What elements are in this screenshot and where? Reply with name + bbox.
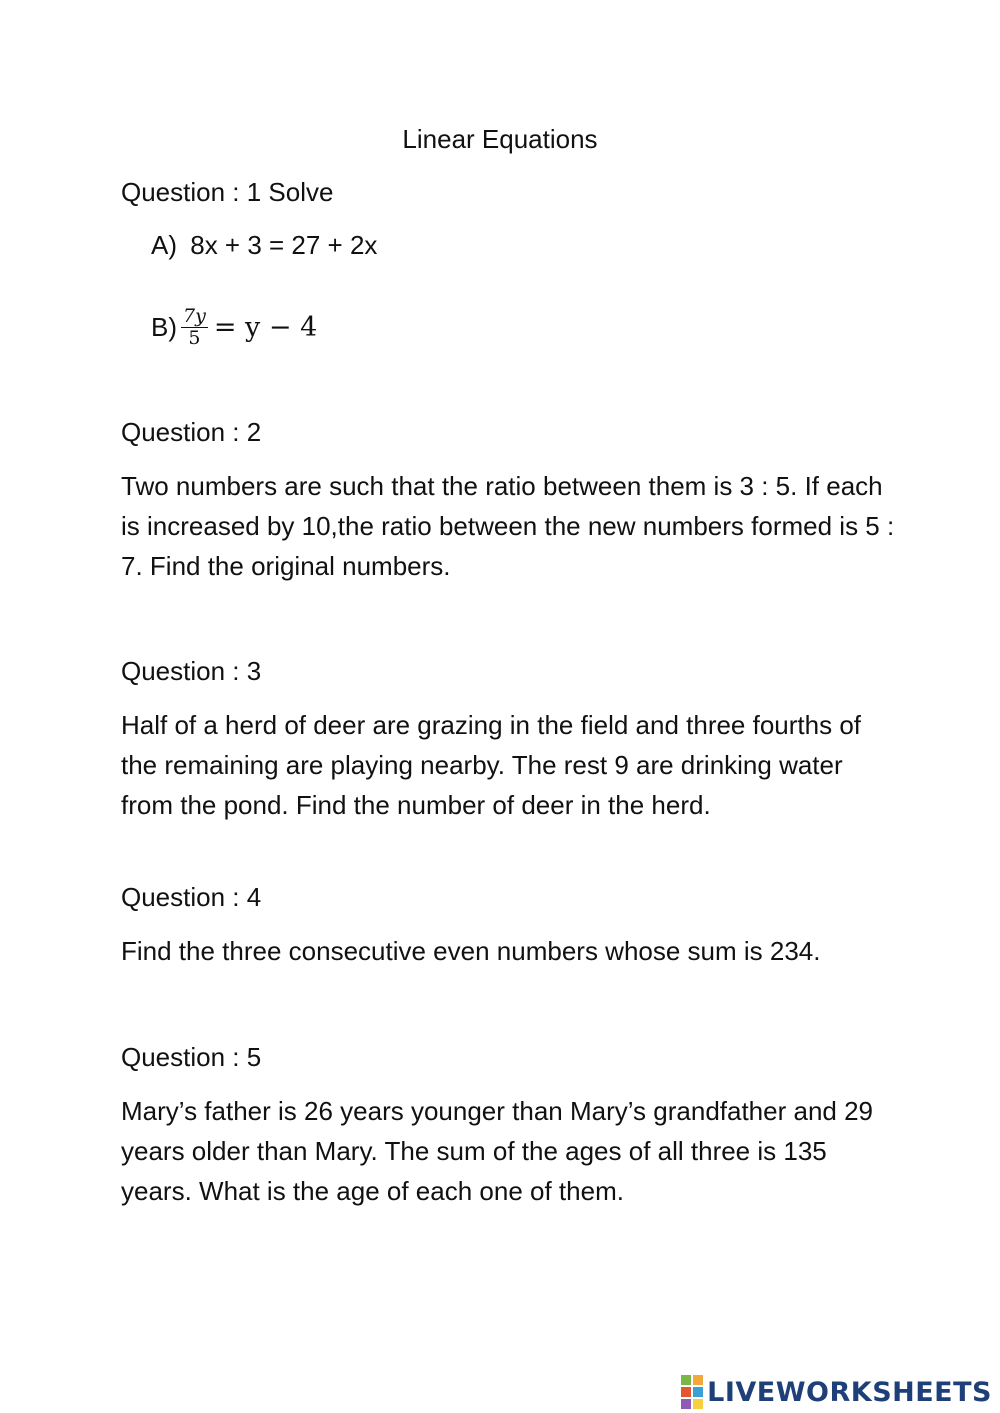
question-2-text: Two numbers are such that the ratio between them is 3 : 5. If each is increased by 10,the ratio between the new numbers formed is 5 : 7. Find the original numbers.: [121, 471, 895, 581]
logo-square-3: [681, 1387, 691, 1397]
logo-square-6: [693, 1399, 703, 1409]
question-1a-equation: 8x + 3 = 27 + 2x: [190, 230, 378, 260]
question-1b-numerator: 7y: [183, 305, 206, 327]
logo-square-1: [681, 1375, 691, 1385]
question-1b: [151, 306, 317, 349]
question-1a: [151, 230, 377, 261]
question-3-heading: Question : 3: [121, 656, 262, 686]
question-1-heading: Question : 1 Solve: [121, 177, 334, 207]
question-5-text: Mary’s father is 26 years younger than Mary’s grandfather and 29 years older than Mary. The sum of the ages of all three is 135 years. What is the age of each one of them.: [121, 1096, 874, 1206]
question-5-heading: Question : 5: [121, 1042, 262, 1072]
liveworksheets-logo: [681, 1372, 992, 1412]
question-4-text: Find the three consecutive even numbers whose sum is 234.: [121, 936, 821, 966]
question-1b-rhs: = y − 4: [213, 312, 318, 343]
question-4-heading: Question : 4: [121, 882, 262, 912]
logo-square-5: [681, 1399, 691, 1409]
question-1b-label: B): [151, 312, 177, 342]
question-1a-label: A): [151, 230, 177, 260]
question-2-heading: Question : 2: [121, 417, 262, 447]
logo-mark-icon: [681, 1375, 703, 1409]
question-1b-fraction: [181, 306, 208, 349]
page-title: Linear Equations: [402, 124, 598, 154]
question-1b-denominator: 5: [188, 327, 201, 349]
logo-square-4: [693, 1387, 703, 1397]
logo-square-2: [693, 1375, 703, 1385]
logo-text: LIVEWORKSHEETS: [707, 1376, 992, 1408]
question-3-text: Half of a herd of deer are grazing in the field and three fourths of the remaining are playing nearby. The rest 9 are drinking water from the pond. Find the number of deer in the herd.: [121, 710, 862, 820]
